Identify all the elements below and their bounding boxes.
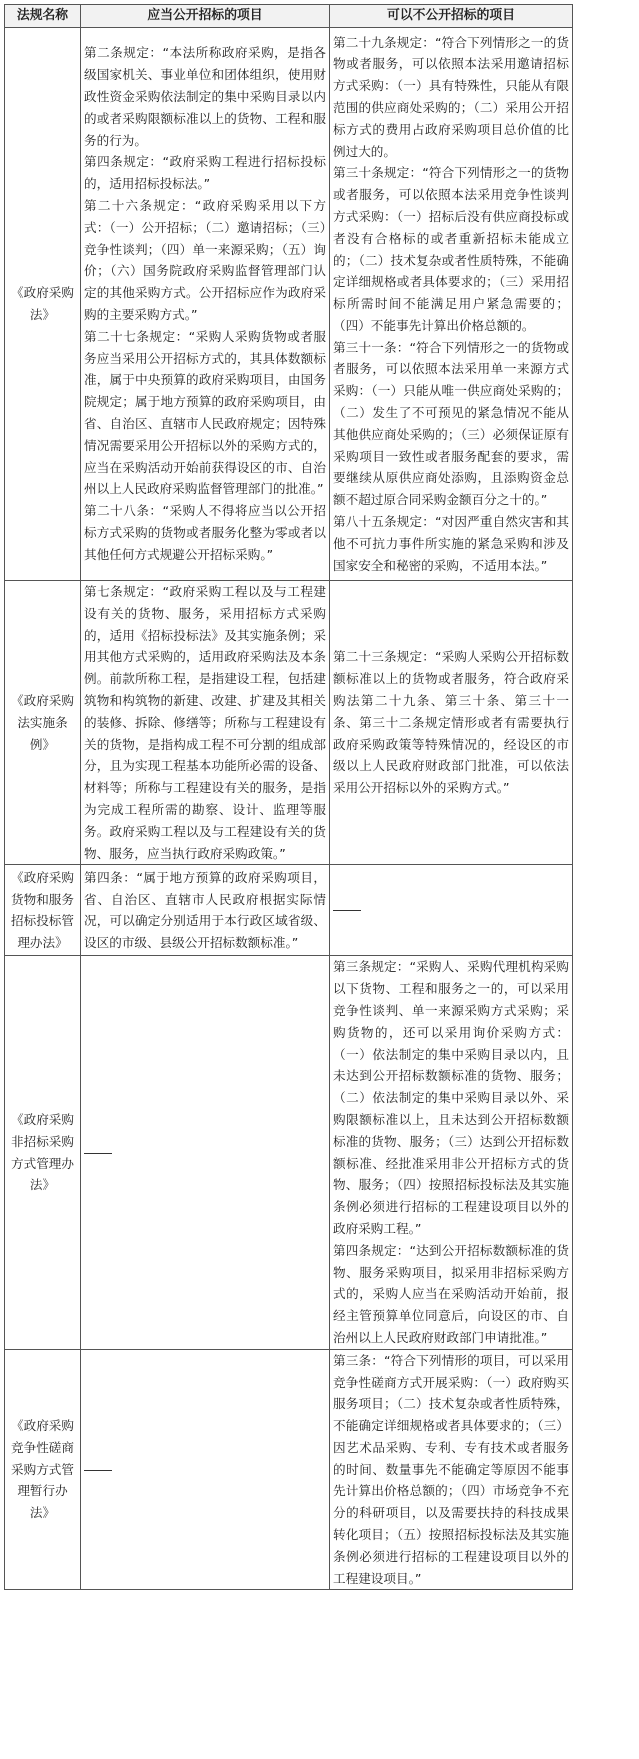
clause-text: 第七条规定：“政府采购工程以及与工程建设有关的货物、服务，采用招标方式采购的，适用《招标投标法》及其实施条例；采用其他方式采购的，适用政府采购法及本条例。前款所称工程，是指建设工程，包括建筑物和构筑物的新建、改建、扩建及其相关的装修、拆除、修缮等；所称与工程建设有关的货物，是指构成工程不可分割的组成部分，且为实现工程基本功能所必需的设备、材料等；所称与工程建设有关的服务，是指为完成工程所需的勘察、设计、监理等服务。政府采购工程以及与工程建设有关的货物、服务，应当执行政府采购政策。” [84,584,326,861]
header-non-public: 可以不公开招标的项目 [330,5,573,28]
table-row [5,956,573,1349]
clause-text: 第三条：“符合下列情形的项目，可以采用竞争性磋商方式开展采购：（一）政府购买服务项目；（二）技术复杂或者性质特殊，不能确定详细规格或者具体要求的；（三）因艺术品采购、专利、专有技术或者服务的时间、数量事先不能确定等原因不能事先计算出价格总额的；（四）市场竞争不充分的科研项目，以及需要扶持的科技成果转化项目；（五）按照招标投标法及其实施条例必须进行招标的工程建设项目以外的工程建设项目。” [333,1352,569,1586]
clause-text: 第二十九条规定：“符合下列情形之一的货物或者服务，可以依照本法采用邀请招标方式采购：（一）具有特殊性，只能从有限范围的供应商处采购的；（二）采用公开招标方式的费用占政府采购项目总价值的比例过大的。 [333,34,569,159]
non-public-cell [330,865,573,956]
regulation-table [4,4,573,1590]
clause-text: 第二十八条：“采购人不得将应当以公开招标方式采购的货物或者服务化整为零或者以其他任何方式规避公开招标采购。” [84,503,326,562]
table-row [5,865,573,956]
table-row [5,1349,573,1590]
law-name: 《政府采购竞争性磋商采购方式管理暂行办法》 [5,1349,81,1590]
clause-text: 第二十七条规定：“采购人采购货物或者服务应当采用公开招标方式的，其具体数额标准，属于中央预算的政府采购项目，由国务院规定；属于地方预算的政府采购项目，由省、自治区、直辖市人民政府规定；因特殊情况需要采用公开招标以外的采购方式的，应当在采购活动开始前获得设区的市、自治州以上人民政府采购监督管理部门的批准。” [84,328,326,497]
public-tender-cell [81,865,330,956]
table-row [5,28,573,581]
clause-text: 第四条：“属于地方预算的政府采购项目，省、自治区、直辖市人民政府根据实际情况，可以确定分别适用于本行政区域省级、设区的市级、县级公开招标数额标准。” [84,869,326,951]
clause-text: 第二十三条规定：“采购人采购公开招标数额标准以上的货物或者服务，符合政府采购法第二十九条、第三十条、第三十一条、第三十二条规定情形或者有需要执行政府采购政策等特殊情况的，经设区的市级以上人民政府财政部门批准，可以依法采用公开招标以外的采购方式。” [333,649,569,796]
non-public-cell [330,956,573,1349]
public-tender-cell [81,956,330,1349]
header-name: 法规名称 [5,5,81,28]
empty-dash [84,1470,112,1471]
public-tender-cell [81,1349,330,1590]
empty-dash [333,910,361,911]
public-tender-cell [81,28,330,581]
law-name: 《政府采购法实施条例》 [5,581,81,865]
table-row [5,581,573,865]
clause-text: 第二十六条规定：“政府采购采用以下方式：（一）公开招标；（二）邀请招标；（三）竞争性谈判；（四）单一来源采购；（五）询价；（六）国务院政府采购监督管理部门认定的其他采购方式。公开招标应作为政府采购的主要采购方式。” [84,198,326,322]
clause-text: 第四条规定：“达到公开招标数额标准的货物、服务采购项目，拟采用非招标采购方式的，采购人应当在采购活动开始前，报经主管预算单位同意后，向设区的市、自治州以上人民政府财政部门申请批准。” [333,1242,569,1345]
non-public-cell [330,1349,573,1590]
law-name: 《政府采购法》 [5,28,81,581]
law-name: 《政府采购货物和服务招标投标管理办法》 [5,865,81,956]
empty-dash [84,1153,112,1154]
clause-text: 第三十条规定：“符合下列情形之一的货物或者服务，可以依照本法采用竞争性谈判方式采购：（一）招标后没有供应商投标或者没有合格标的或者重新招标未能成立的；（二）技术复杂或者性质特殊，不能确定详细规格或者具体要求的；（三）采用招标所需时间不能满足用户紧急需要的；（四）不能事先计算出价格总额的。 [333,165,569,333]
law-name: 《政府采购非招标采购方式管理办法》 [5,956,81,1349]
non-public-cell [330,28,573,581]
non-public-cell [330,581,573,865]
clause-text: 第八十五条规定：“对因严重自然灾害和其他不可抗力事件所实施的紧急采购和涉及国家安全和秘密的采购，不适用本法。” [333,514,569,573]
clause-text: 第三十一条：“符合下列情形之一的货物或者服务，可以依照本法采用单一来源方式采购：（一）只能从唯一供应商处采购的；（二）发生了不可预见的紧急情况不能从其他供应商处采购的；（三）必须保证原有采购项目一致性或者服务配套的要求，需要继续从原供应商处添购，且添购资金总额不超过原合同采购金额百分之十的。” [333,339,569,508]
header-row [5,5,573,28]
clause-text: 第三条规定：“采购人、采购代理机构采购以下货物、工程和服务之一的，可以采用竞争性谈判、单一来源采购方式采购；采购货物的，还可以采用询价采购方式：（一）依法制定的集中采购目录以内，且未达到公开招标数额标准的货物、服务；（二）依法制定的集中采购目录以外、采购限额标准以上，且未达到公开招标数额标准的货物、服务；（三）达到公开招标数额标准、经批准采用非公开招标方式的货物、服务；（四）按照招标投标法及其实施条例必须进行招标的工程建设项目以外的政府采购工程。” [333,959,569,1236]
clause-text: 第二条规定：“本法所称政府采购，是指各级国家机关、事业单位和团体组织，使用财政性资金采购依法制定的集中采购目录以内的或者采购限额标准以上的货物、工程和服务的行为。 [84,45,326,148]
public-tender-cell [81,581,330,865]
clause-text: 第四条规定：“政府采购工程进行招标投标的，适用招标投标法。” [84,154,326,192]
header-public-tender: 应当公开招标的项目 [81,5,330,28]
